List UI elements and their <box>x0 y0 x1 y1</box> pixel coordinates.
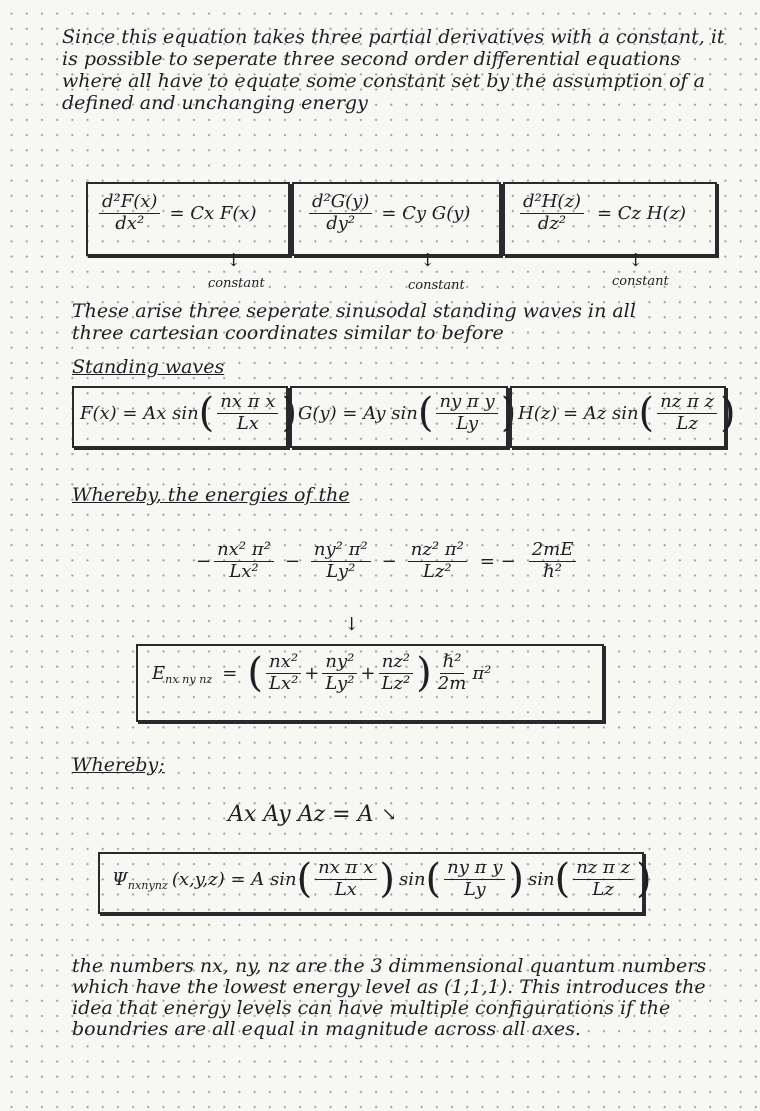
psi-f3-den: Lz <box>592 878 614 900</box>
result-factor-den: 2m <box>437 672 467 694</box>
standing-waves-heading: Standing waves <box>72 356 225 378</box>
energy-term1-den: Lx² <box>229 560 259 582</box>
ode-y-denominator: dy² <box>326 212 356 234</box>
result-term2-den: Ly² <box>325 672 355 694</box>
wavefunction-box: Ψ $_{nxnynz}$ (x,y,z) = A sin ( $\frac{\text{nx π x}}{Lx}$ ) sin ( $\frac{\text{ny π y}}{Ly}$ ) sin ( $\frac{\text{nz π z}}{Lz}$ ) <box>98 852 644 914</box>
psi-f3-num: nz π z <box>573 858 633 880</box>
energy-term3-den: Lz² <box>422 560 452 582</box>
energy-subscript: nx ny nz <box>165 672 213 686</box>
wave-y-denominator: Ly <box>456 412 478 434</box>
arrow-down-icon: ↓ <box>628 250 644 271</box>
ode-x-denominator: dx² <box>115 212 145 234</box>
psi-f1-num: nx π x <box>315 858 376 880</box>
ode-box-z <box>503 182 717 256</box>
sinusoidal-paragraph: These arise three seperate sinusodal standing waves in all three cartesian coordinates similar to before <box>72 300 636 344</box>
energy-rhs-num: 2mE <box>529 540 577 562</box>
result-factor-tail: π² <box>472 662 492 684</box>
wave-x-lhs: F(x) = Ax sin <box>80 402 199 424</box>
energy-term2-num: ny² π² <box>311 540 371 562</box>
energy-term1-num: nx² π² <box>214 540 274 562</box>
ode-x-rhs: = Cx F(x) <box>169 202 257 224</box>
psi-f2-den: Ly <box>463 878 486 900</box>
ode-z-denominator: dz² <box>537 212 567 234</box>
energy-sum-equation: − $\frac{\text{nx² π²}}{\text{Lx²}}$ − $\frac{\text{ny² π²}}{\text{Ly²}}$ − $\frac{\text{nz² π²}}{\text{Lz²}}$ = − $\frac{2mE}{\text{ℏ²}}$ <box>196 540 579 582</box>
ode-box-x <box>86 182 290 256</box>
psi-args: (x,y,z) = A sin <box>171 868 297 890</box>
wave-z-denominator: Lz <box>676 412 698 434</box>
wave-y-numerator: ny π y <box>436 392 497 414</box>
ode-z-rhs: = Cz H(z) <box>596 202 686 224</box>
energy-result-box: E $_{nx ny nz}$ = ( $\frac{\text{nx²}}{\text{Lx²}}$ + $\frac{\text{ny²}}{\text{Ly²}}$ + $\frac{\text{nz²}}{\text{Lz²}}$ ) $\frac{\text{ℏ²}}{2m}$ π² <box>136 644 604 722</box>
ode-y-numerator: d²G(y) <box>309 192 372 214</box>
whereby-energies-text: Whereby, the energies of the <box>72 484 350 506</box>
arrow-down-icon: ↓ <box>344 614 360 635</box>
ode-z-numerator: d²H(z) <box>520 192 584 214</box>
psi-subscript: nxnynz <box>127 878 168 892</box>
result-term3-num: nz² <box>379 652 413 674</box>
ode-x-numerator: d²F(x) <box>99 192 160 214</box>
arrow-down-icon: ↓ <box>226 250 242 271</box>
wave-box-y: G(y) = Ay sin ( $\frac{\text{ny π y}}{Ly}$ ) <box>290 386 508 448</box>
result-term1-den: Lx² <box>268 672 299 694</box>
intro-paragraph: Since this equation takes three partial derivatives with a constant, it is possible to seperate three second order differential equations where all have to equate some constant set by the assumption of a defined and unchanging energy <box>62 26 725 114</box>
amplitude-equation: Ax Ay Az = A ↘ <box>228 802 397 827</box>
whereby-text: Whereby; <box>72 754 165 776</box>
wave-y-lhs: G(y) = Ay sin <box>298 402 418 424</box>
energy-term2-den: Ly² <box>326 560 356 582</box>
ode-y-rhs: = Cy G(y) <box>381 202 471 224</box>
wave-box-z: H(z) = Az sin ( $\frac{\text{nz π z}}{Lz}$ ) <box>510 386 726 448</box>
ode-box-y <box>292 182 501 256</box>
constant-label-y: constant <box>408 278 465 293</box>
psi-symbol: Ψ <box>112 868 128 890</box>
energy-term3-num: nz² π² <box>408 540 467 562</box>
energy-rhs-den: ℏ² <box>543 560 562 582</box>
psi-f1-den: Lx <box>334 878 357 900</box>
wave-x-denominator: Lx <box>236 412 259 434</box>
psi-f2-num: ny π y <box>444 858 505 880</box>
wave-z-numerator: nz π z <box>657 392 717 414</box>
result-factor-num: ℏ² <box>440 652 465 674</box>
constant-label-z: constant <box>612 274 669 289</box>
result-term1-num: nx² <box>266 652 301 674</box>
constant-label-x: constant <box>208 276 265 291</box>
wave-x-numerator: nx π x <box>217 392 278 414</box>
wave-box-x: F(x) = Ax sin ( $\frac{\text{nx π x}}{Lx}$ ) <box>72 386 288 448</box>
result-term2-num: ny² <box>322 652 357 674</box>
conclusion-paragraph: the numbers nx, ny, nz are the 3 dimmensional quantum numbers which have the lowest energy level as (1,1,1). This introduces the idea that energy levels can have multiple configurations if the boundries are all equal in magnitude across all axes. <box>72 955 707 1040</box>
energy-symbol: E <box>152 662 166 684</box>
arrow-down-icon: ↓ <box>420 250 436 271</box>
result-term3-den: Lz² <box>381 672 411 694</box>
wave-z-lhs: H(z) = Az sin <box>518 402 639 424</box>
